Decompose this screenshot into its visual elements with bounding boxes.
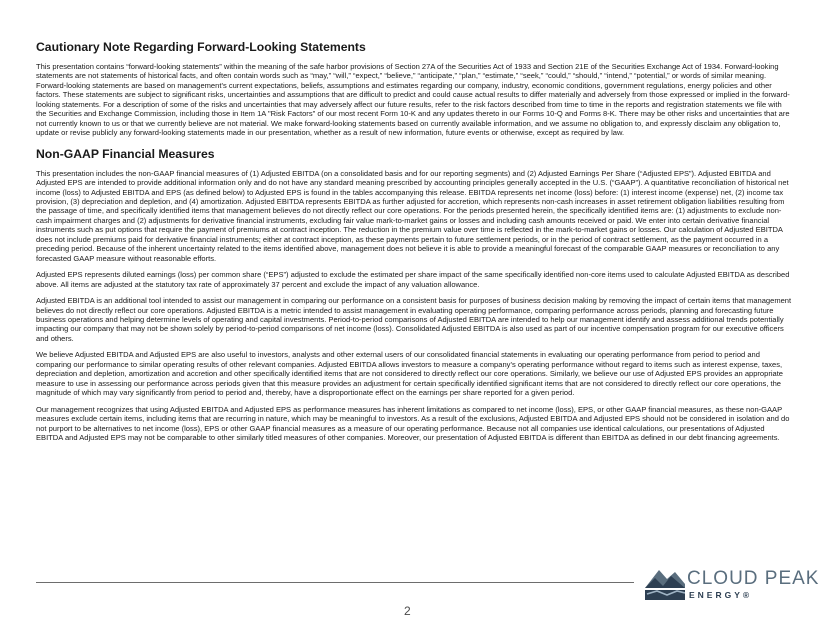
mountain-logo-icon [645,566,685,600]
footer-divider [36,582,634,583]
logo-wordmark: CLOUD PEAK [687,568,820,589]
non-gaap-paragraph-3: Adjusted EBITDA is an additional tool intended to assist our management in comparing our performance on a consistent basis for purposes of business decision making by removing the impact of certain items that management believes do not directly reflect our core operations. Adjusted EBITDA is a metric intended to assist management in evaluating operating performance, comparing performance across periods, planning and forecasting future business operations and helping determine levels of operating and capital investments. Period-to-period comparisons of Adjusted EBITDA are intended to help our management identify and assess additional trends potentially impacting our company that may not be shown solely by period-to-period comparisons of net income (loss). Consolidated Adjusted EBITDA is also used as part of our incentive compensation program for our executive officers and others. [36,296,792,343]
non-gaap-paragraph-4: We believe Adjusted EBITDA and Adjusted EPS are also useful to investors, analysts and other external users of our consolidated financial statements in evaluating our operating performance from period to period and comparing our performance to similar operating results of other relevant companies. Adjusted EBITDA allows investors to measure a company’s operating performance without regard to items such as interest expense, taxes, depreciation and depletion, amortization and accretion and other specifically identified items that are not considered to directly reflect our core operations. Similarly, we believe our use of Adjusted EPS provides an appropriate measure to use in assessing our performance across periods given that this measure provides an adjustment for certain specifically identified significant items that are not considered to directly reflect our core operations, the magnitude of which may vary significantly from period to period and, thereby, have a disproportionate effect on the earnings per share reported for a given period. [36,350,784,398]
non-gaap-heading: Non-GAAP Financial Measures [36,146,215,161]
non-gaap-paragraph-5: Our management recognizes that using Adjusted EBITDA and Adjusted EPS as performance measures has inherent limitations as compared to net income (loss), EPS, or other GAAP financial measures, as these non-GAAP measures exclude certain items, including items that are recurring in nature, which may be meaningful to investors. As a result of the exclusions, Adjusted EBITDA and Adjusted EPS should not be considered in isolation and do not purport to be alternatives to net income (loss), EPS or other GAAP financial measures as a measure of our operating performance. Because not all companies use identical calculations, our presentations of Adjusted EBITDA and Adjusted EPS may not be comparable to other similarly titled measures of other companies. Moreover, our presentation of Adjusted EBITDA is different than EBITDA as defined in our debt financing agreements. [36,404,790,442]
non-gaap-paragraph-2: Adjusted EPS represents diluted earnings (loss) per common share (“EPS”) adjusted to exclude the estimated per share impact of the same specifically identified non-core items used to calculate Adjusted EBITDA as described above. All items are adjusted at the statutory tax rate of approximately 37 percent and exclude the impact of any valuation allowance. [36,270,790,289]
logo-subtitle: ENERGY® [689,590,753,600]
company-logo [645,566,820,602]
forward-looking-paragraph: This presentation contains “forward-looking statements” within the meaning of the safe harbor provisions of Section 27A of the Securities Act of 1933 and Section 21E of the Securities Exchange Act of 1934. Forward-looking statements are not statements of historical facts, and often contain words such as “may,” “will,” “expect,” “believe,” “anticipate,” “plan,” “estimate,” “seek,” “could,” “should,” “intend,” “potential,” or words of similar meaning. Forward-looking statements are based on management’s current expectations, beliefs, assumptions and estimates regarding our company, industry, economic conditions, government regulations, energy policies and other factors. These statements are subject to significant risks, uncertainties and assumptions that are difficult to predict and could cause actual results to differ materially and adversely from those expressed or implied in the forward-looking statements. For a description of some of the risks and uncertainties that may adversely affect our future results, refer to the risk factors described from time to time in the reports and registration statements we file with the Securities and Exchange Commission, including those in Item 1A "Risk Factors" of our most recent Form 10-K and any updates thereto in our Forms 10-Q and Forms 8-K. There may be other risks and uncertainties that are not currently known to us or that we currently believe are not material. We make forward-looking statements based on currently available information, and we assume no obligation to, and expressly disclaim any obligation to, update or revise publicly any forward-looking statements made in our presentation, whether as a result of new information, future events or otherwise, except as required by law. [36,62,790,138]
page-content [36,40,792,449]
forward-looking-heading: Cautionary Note Regarding Forward-Looking Statements [36,40,366,54]
page-number: 2 [404,604,411,618]
non-gaap-paragraph-1: This presentation includes the non-GAAP financial measures of (1) Adjusted EBITDA (on a consolidated basis and for our reporting segments) and (2) Adjusted Earnings Per Share (“Adjusted EPS”). Adjusted EBITDA and Adjusted EPS are intended to provide additional information only and do not have any standard meaning prescribed by accounting principles generally accepted in the U.S. (“GAAP”). A quantitative reconciliation of historical net income (loss) to Adjusted EBITDA and EPS (as defined below) to Adjusted EPS is found in the tables accompanying this release. EBITDA represents net income (loss) before: (1) interest income (expense) net, (2) income tax provision, (3) depreciation and depletion, and (4) amortization. Adjusted EBITDA represents EBITDA as further adjusted for accretion, which represents non-cash increases in asset retirement obligation liabilities resulting from the passage of time, and specifically identified items that management believes do not directly reflect our core operations. For the periods presented herein, the specifically identified items are: (1) adjustments to exclude non-cash impairment charges and (2) adjustments for derivative financial instruments, excluding fair value mark-to-market gains or losses and including cash amounts received or paid. We enter into certain derivative financial instruments such as put options that require the payment of premiums at contract inception. The reduction in the premium value over time is reflected in the mark-to-market gains or losses. Our calculation of Adjusted EBITDA does not include premiums paid for derivative financial instruments; either at contract inception, as these payments pertain to future settlement periods, or in the period of contract settlement, as the payment occurred in a preceding period. Because of the inherent uncertainty related to the items identified above, management does not believe it is able to provide a meaningful forecast of the comparable GAAP measures or reconciliation to any forecasted GAAP measure without reasonable efforts. [36,168,789,263]
